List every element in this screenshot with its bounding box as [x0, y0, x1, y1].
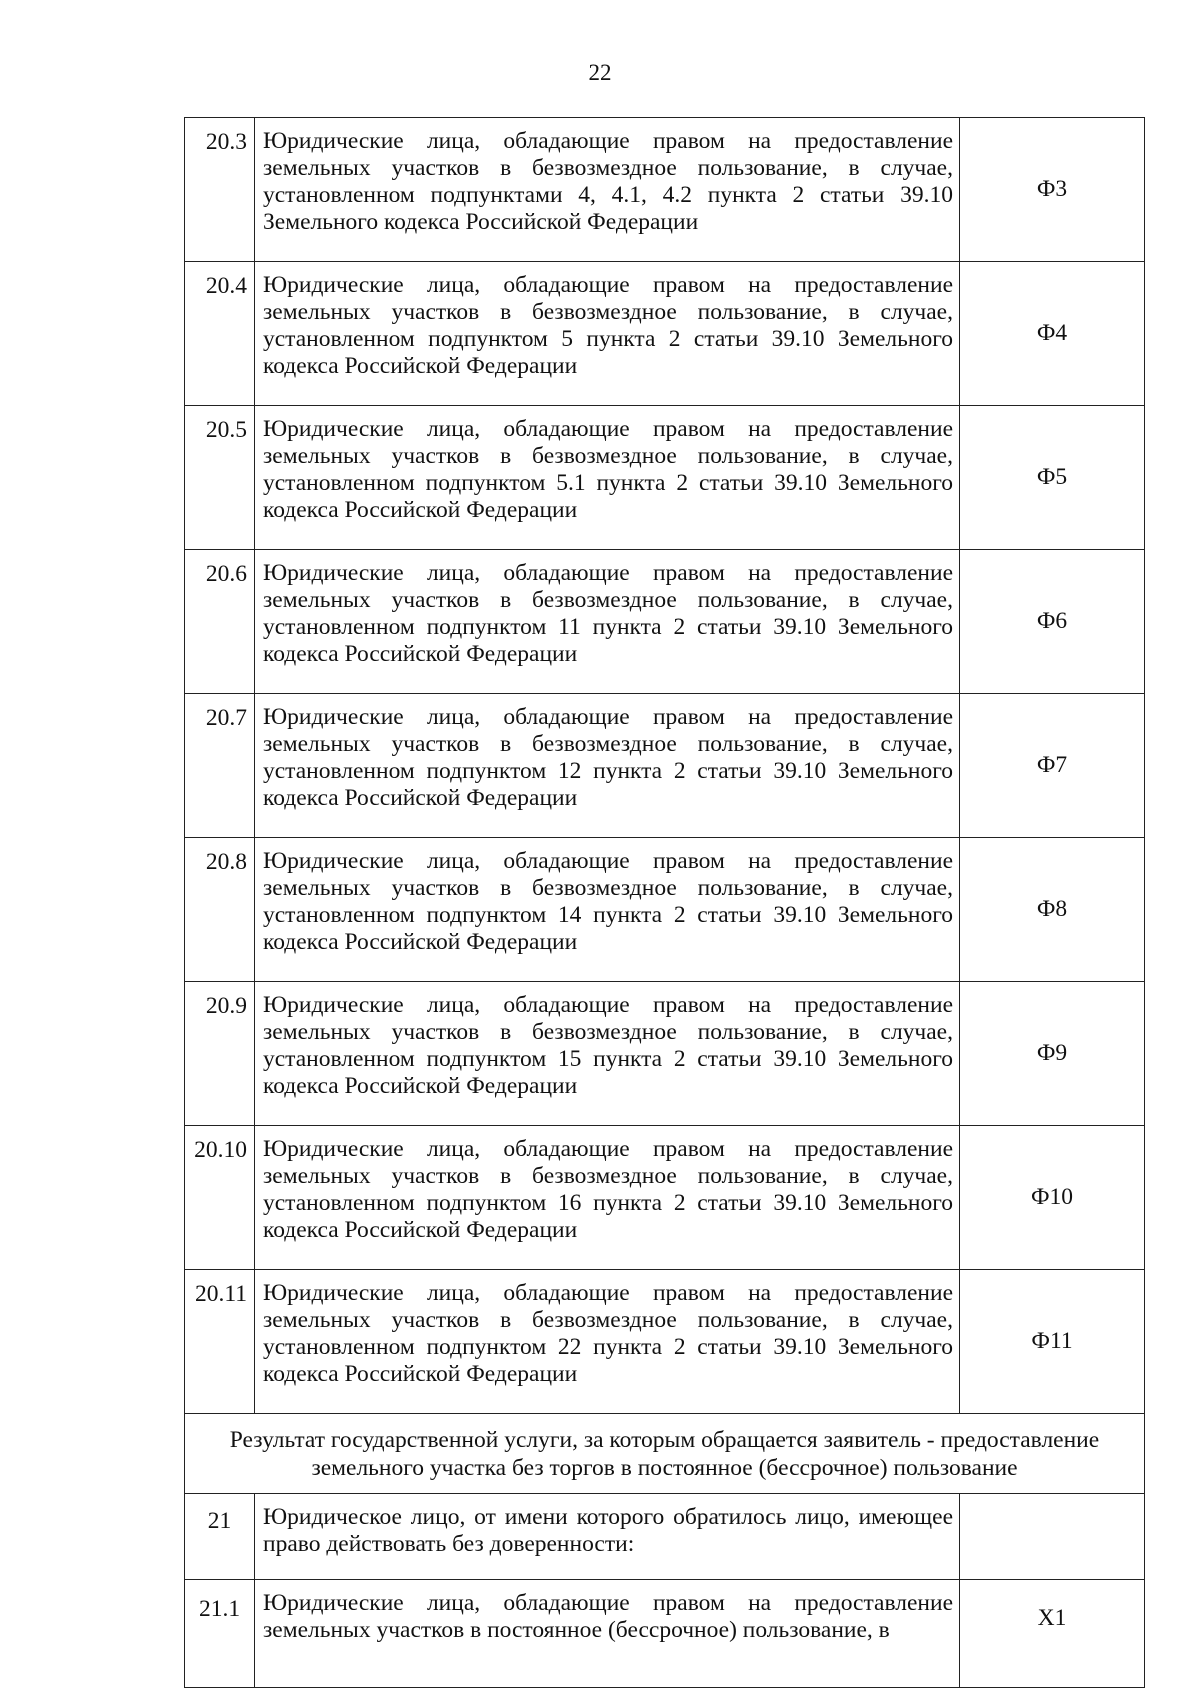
page-number: 22: [588, 60, 612, 85]
row-code: Ф6: [960, 550, 1145, 694]
row-number: 20.8: [185, 838, 255, 982]
row-code: Ф10: [960, 1126, 1145, 1270]
row-description: Юридические лица, обладающие правом на предоставление земельных участков в безвозмездное пользование, в случае, установленном подпунктом 15 пункта 2 статьи 39.10 Земельного кодекса Российской Федерации: [255, 982, 960, 1126]
row-description: Юридические лица, обладающие правом на предоставление земельных участков в безвозмездное пользование, в случае, установленном подпунктами 4, 4.1, 4.2 пункта 2 статьи 39.10 Земельного кодекса Российской Федерации: [255, 118, 960, 262]
result-heading-row: [185, 1414, 1145, 1494]
row-description: Юридические лица, обладающие правом на предоставление земельных участков в постоянное (бессрочное) пользование, в: [255, 1580, 960, 1688]
row-code: Ф5: [960, 406, 1145, 550]
table-row: [185, 262, 1145, 406]
row-description: Юридические лица, обладающие правом на предоставление земельных участков в безвозмездное пользование, в случае, установленном подпунктом 14 пункта 2 статьи 39.10 Земельного кодекса Российской Федерации: [255, 838, 960, 982]
row-number: 20.11: [185, 1270, 255, 1414]
table-row: [185, 118, 1145, 262]
table-row: [185, 1270, 1145, 1414]
criteria-table: [184, 117, 1145, 1688]
row-number: 20.5: [185, 406, 255, 550]
row-number: 20.4: [185, 262, 255, 406]
result-heading: Результат государственной услуги, за которым обращается заявитель - предоставление земельного участка без торгов в постоянное (бессрочное) пользование: [185, 1414, 1145, 1494]
row-code: Ф3: [960, 118, 1145, 262]
row-number: 20.3: [185, 118, 255, 262]
row-description: Юридические лица, обладающие правом на предоставление земельных участков в безвозмездное пользование, в случае, установленном подпунктом 16 пункта 2 статьи 39.10 Земельного кодекса Российской Федерации: [255, 1126, 960, 1270]
row-number: 21: [185, 1494, 255, 1580]
row-number: 21.1: [185, 1580, 255, 1688]
row-description: Юридические лица, обладающие правом на предоставление земельных участков в безвозмездное пользование, в случае, установленном подпунктом 5.1 пункта 2 статьи 39.10 Земельного кодекса Российской Федерации: [255, 406, 960, 550]
table-row: [185, 1494, 1145, 1580]
table-row: [185, 550, 1145, 694]
table-row: [185, 982, 1145, 1126]
row-code: Ф11: [960, 1270, 1145, 1414]
row-description: Юридические лица, обладающие правом на предоставление земельных участков в безвозмездное пользование, в случае, установленном подпунктом 12 пункта 2 статьи 39.10 Земельного кодекса Российской Федерации: [255, 694, 960, 838]
row-code: Х1: [960, 1580, 1145, 1688]
table-row: [185, 1126, 1145, 1270]
row-number: 20.9: [185, 982, 255, 1126]
row-description: Юридическое лицо, от имени которого обратилось лицо, имеющее право действовать без доверенности:: [255, 1494, 960, 1580]
row-number: 20.7: [185, 694, 255, 838]
table-row: [185, 1580, 1145, 1688]
row-description: Юридические лица, обладающие правом на предоставление земельных участков в безвозмездное пользование, в случае, установленном подпунктом 22 пункта 2 статьи 39.10 Земельного кодекса Российской Федерации: [255, 1270, 960, 1414]
table-row: [185, 838, 1145, 982]
row-description: Юридические лица, обладающие правом на предоставление земельных участков в безвозмездное пользование, в случае, установленном подпунктом 11 пункта 2 статьи 39.10 Земельного кодекса Российской Федерации: [255, 550, 960, 694]
table-row: [185, 406, 1145, 550]
row-code: Ф8: [960, 838, 1145, 982]
row-code: Ф9: [960, 982, 1145, 1126]
table-row: [185, 694, 1145, 838]
row-code: [960, 1494, 1145, 1580]
row-number: 20.10: [185, 1126, 255, 1270]
row-number: 20.6: [185, 550, 255, 694]
row-description: Юридические лица, обладающие правом на предоставление земельных участков в безвозмездное пользование, в случае, установленном подпунктом 5 пункта 2 статьи 39.10 Земельного кодекса Российской Федерации: [255, 262, 960, 406]
row-code: Ф7: [960, 694, 1145, 838]
row-code: Ф4: [960, 262, 1145, 406]
